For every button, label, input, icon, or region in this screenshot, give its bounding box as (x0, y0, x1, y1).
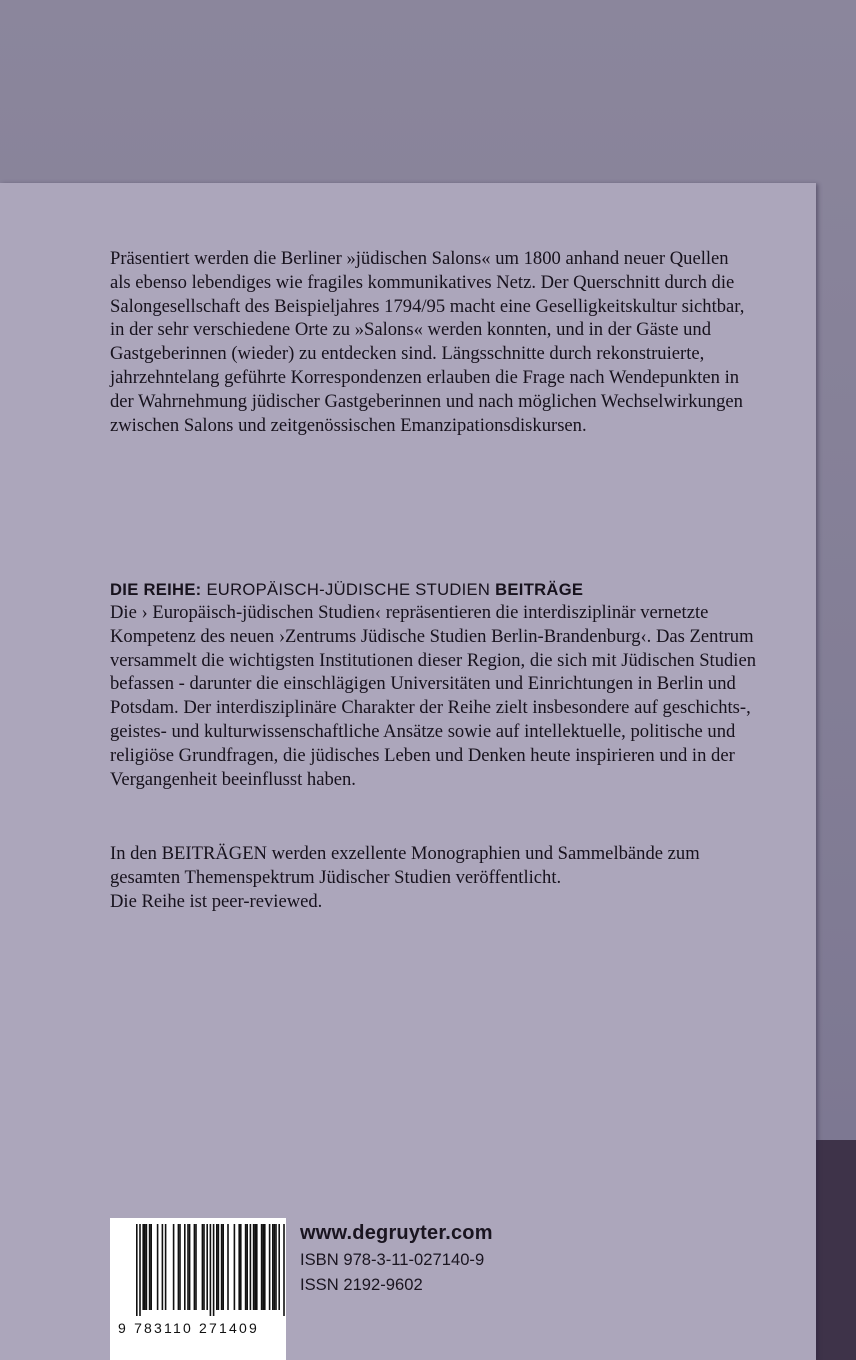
barcode-bar (187, 1224, 189, 1310)
publisher-url[interactable]: www.degruyter.com (300, 1222, 493, 1244)
barcode-bar (213, 1224, 215, 1316)
barcode-bar (269, 1224, 271, 1310)
beitraege-text: In den BEITRÄGEN werden exzellente Monographien und Sammelbände zum gesamten Themenspektrum Jüdischer Studien veröffentlicht. (110, 843, 700, 888)
book-blurb: Präsentiert werden die Berliner »jüdischen Salons« um 1800 anhand neuer Quellen als ebenso lebendiges wie fragiles kommunikatives Netz. Der Querschnitt durch die Salongesellschaft des Beispieljahres 1794/95 macht eine Geselligkeitskultur sichtbar, in der sehr verschiedene Orte zu »Salons« werden konnten, und in der Gäste und Gastgeberinnen (wieder) zu entdecken sind. Längsschnitte durch rekonstruierte, jahrzehntelang geführte Korrespondenzen erlauben die Frage nach Wendepunkten in der Wahrnehmung jüdischer Gastgeberinnen und nach möglichen Wechselwirkungen zwischen Salons und zeitgenössischen Emanzipationsdiskursen. (110, 248, 745, 436)
barcode-bar (189, 1224, 191, 1310)
series-label: DIE REIHE: (110, 580, 202, 599)
series-heading (110, 580, 583, 600)
barcode (110, 1218, 286, 1360)
barcode-bar (202, 1224, 204, 1310)
barcode-bar (184, 1224, 186, 1310)
barcode-bar (264, 1224, 266, 1310)
issn-number: ISSN 2192-9602 (300, 1275, 423, 1294)
barcode-bar (178, 1224, 180, 1310)
barcode-bar (173, 1224, 175, 1310)
series-description: Die › Europäisch-jüdischen Studien‹ repräsentieren die interdisziplinär vernetzte Kompetenz des neuen ›Zentrums Jüdische Studien Berlin-Brandenburg‹. Das Zentrum versammelt die wichtigsten Institutionen dieser Region, die sich mit Jüdischen Studien befassen - darunter die einschlägigen Universitäten und Einrichtungen in Berlin und Potsdam. Der interdisziplinäre Charakter der Reihe zielt insbesondere auf geschichts-, geistes- und kulturwissenschaftliche Ansätze sowie auf intellektuelle, politische und religiöse Grundfragen, die jüdisches Leben und Denken heute inspirieren und in der Vergangenheit beeinflusst haben. (110, 602, 757, 790)
barcode-bars (110, 1218, 286, 1318)
barcode-bar (222, 1224, 224, 1310)
beitraege-section (110, 842, 760, 913)
barcode-bar (144, 1224, 146, 1310)
barcode-bar (203, 1224, 205, 1310)
barcode-bar (149, 1224, 151, 1310)
barcode-bar (234, 1224, 236, 1310)
barcode-bar (261, 1224, 263, 1310)
barcode-bar (142, 1224, 144, 1310)
series-subseries: BEITRÄGE (495, 580, 584, 599)
barcode-bar (275, 1224, 277, 1310)
barcode-bar (206, 1224, 208, 1310)
barcode-bar (162, 1224, 164, 1310)
barcode-bar (283, 1224, 285, 1316)
barcode-bar (210, 1224, 212, 1316)
peer-review-note: Die Reihe ist peer-reviewed. (110, 890, 323, 912)
barcode-bar (146, 1224, 148, 1310)
publisher-info (300, 1222, 493, 1295)
barcode-bar (194, 1224, 196, 1310)
barcode-bar (278, 1224, 280, 1310)
barcode-bar (179, 1224, 181, 1310)
barcode-bar (272, 1224, 274, 1310)
barcode-bar (218, 1224, 220, 1310)
barcode-bar (256, 1224, 258, 1310)
barcode-bar (216, 1224, 218, 1310)
barcode-bar (262, 1224, 264, 1310)
barcode-bar (274, 1224, 276, 1310)
barcode-bar (221, 1224, 223, 1310)
barcode-bar (240, 1224, 242, 1310)
barcode-bar (253, 1224, 255, 1310)
barcode-bar (227, 1224, 229, 1310)
barcode-bar (150, 1224, 152, 1310)
barcode-bar (195, 1224, 197, 1310)
barcode-bar (136, 1224, 138, 1316)
isbn-number: ISBN 978-3-11-027140-9 (300, 1250, 485, 1269)
barcode-bar (246, 1224, 248, 1310)
barcode-bar (250, 1224, 252, 1310)
barcode-bar (139, 1224, 141, 1316)
barcode-bar (165, 1224, 167, 1310)
series-name: EUROPÄISCH-JÜDISCHE STUDIEN (206, 580, 491, 599)
barcode-bar (238, 1224, 240, 1310)
barcode-bar (245, 1224, 247, 1310)
barcode-bar (157, 1224, 159, 1310)
barcode-bar (254, 1224, 256, 1310)
barcode-digits: 9 783110 271409 (118, 1320, 259, 1336)
